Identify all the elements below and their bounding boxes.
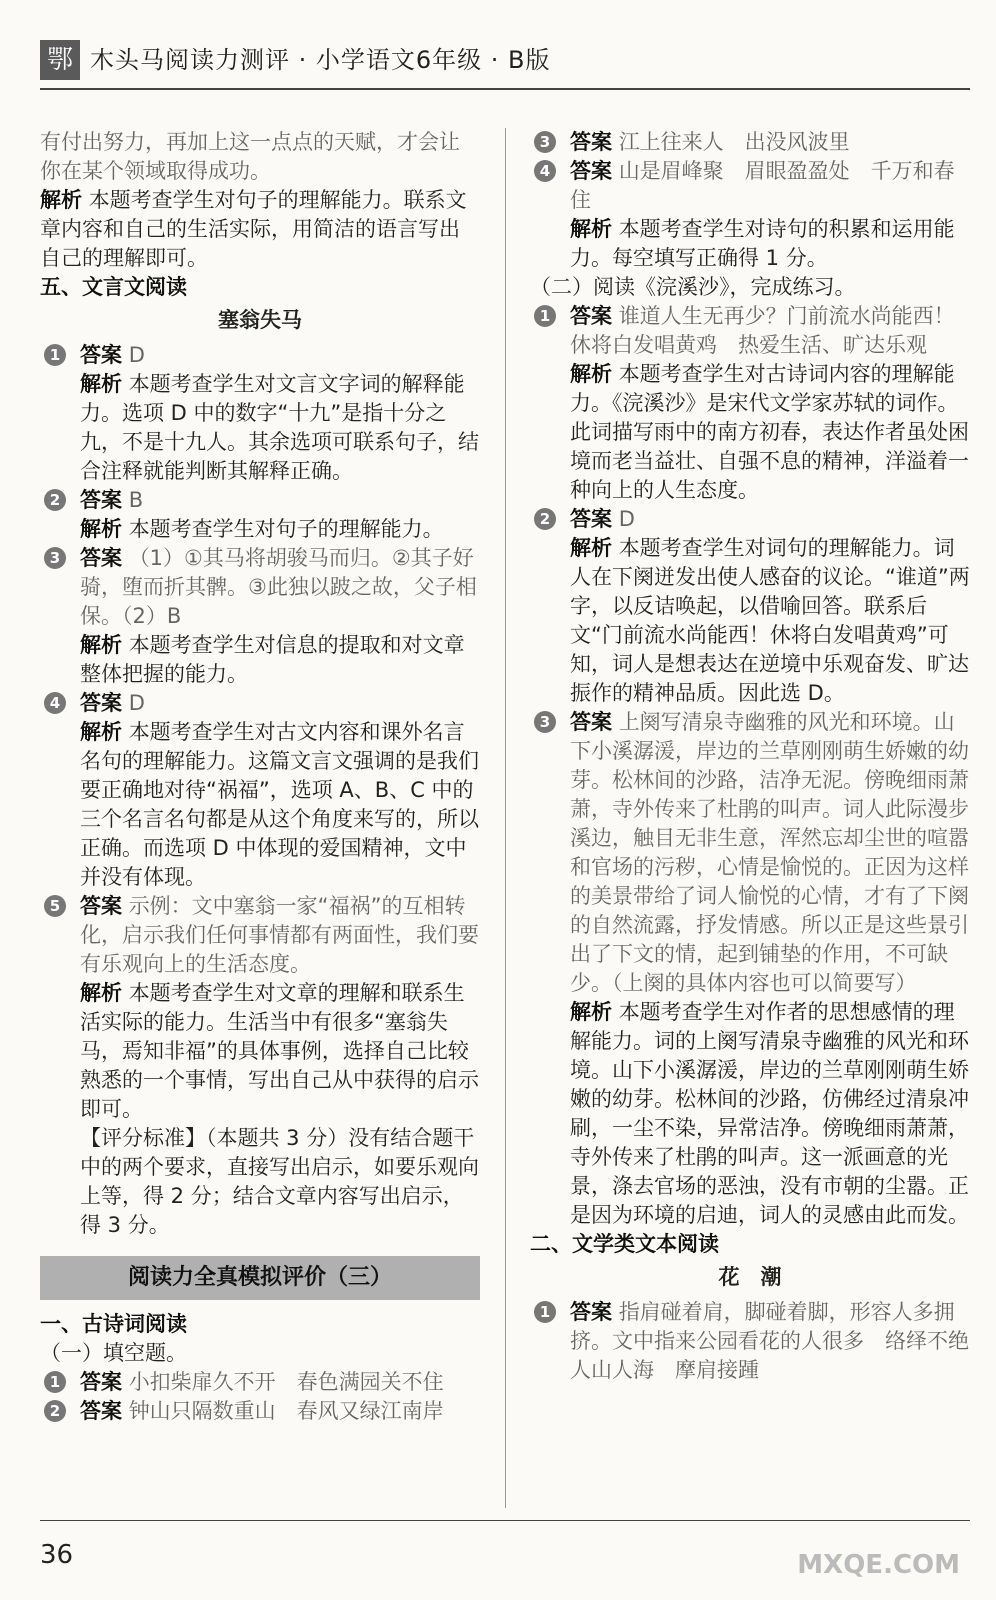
- continued-explanation: 本题考查学生对句子的理解能力。联系文章内容和自己的生活实际，用简洁的语言写出自己的理解即可。: [40, 188, 467, 270]
- question-item: [530, 708, 970, 998]
- explanation-text: 本题考查学生对诗句的积累和运用能力。每空填写正确得 1 分。: [570, 217, 955, 270]
- answer-label: 答案: [80, 546, 122, 570]
- explanation-text: 本题考查学生对古文内容和课外名言名句的理解能力。这篇文言文强调的是我们要正确地对待“祸福”，选项 A、B、C 中的三个名言名句都是从这个角度来写的，所以正确。而选项 D 中体现的爱国精神，文中并没有体现。: [80, 720, 479, 889]
- article-title: 花 潮: [718, 1265, 782, 1289]
- question-number: 1: [534, 305, 556, 327]
- question-item: [530, 157, 970, 215]
- question-number: 1: [44, 1371, 66, 1393]
- explain-label: 解析: [40, 188, 82, 212]
- question-number: 2: [534, 508, 556, 530]
- question-item: [530, 128, 970, 157]
- explain-label: 解析: [80, 981, 122, 1005]
- answer-text: 上阕写清泉寺幽雅的风光和环境。山下小溪潺湲，岸边的兰草刚刚萌生娇嫩的幼芽。松林间的沙路，洁净无泥。傍晚细雨萧萧，寺外传来了杜鹃的叫声。词人此际漫步溪边，触目无非生意，浑然忘却尘世的喧嚣和官场的污秽，心情是愉悦的。正因为这样的美景带给了词人愉悦的心情，才有了下阕的自然流露，抒发情感。所以正是这些景引出了下文的情，起到铺垫的作用，不可缺少。（上阕的具体内容也可以简要写）: [570, 710, 969, 995]
- section-banner: 阅读力全真模拟评价（三）: [40, 1256, 480, 1300]
- article-title: 塞翁失马: [218, 308, 302, 332]
- answer-label: 答案: [80, 894, 122, 918]
- explain-label: 解析: [80, 720, 122, 744]
- answer-text: 示例：文中塞翁一家“福祸”的互相转化，启示我们任何事情都有两面性，我们要有乐观向上的生活态度。: [80, 894, 479, 976]
- question-item: [40, 1368, 480, 1397]
- header-rule: [40, 88, 970, 90]
- explain-label: 解析: [570, 536, 612, 560]
- question-number: 4: [44, 692, 66, 714]
- page-number: 36: [40, 1540, 74, 1570]
- explain-label: 解析: [570, 1000, 612, 1024]
- section-heading: 一、古诗词阅读: [40, 1312, 187, 1336]
- question-number: 5: [44, 895, 66, 917]
- explain-label: 解析: [80, 517, 122, 541]
- answer-text: D: [618, 507, 635, 531]
- publisher-logo: 鄂: [40, 40, 80, 80]
- question-number: 1: [534, 1301, 556, 1323]
- footer-rule: [40, 1520, 970, 1521]
- header-title: 木头马阅读力测评 · 小学语文6年级 · B版: [90, 46, 551, 74]
- question-number: 2: [44, 489, 66, 511]
- explanation-text: 本题考查学生对文章的理解和联系生活实际的能力。生活当中有很多“塞翁失马，焉知非福”的具体事例，选择自己比较熟悉的一个事情，写出自己从中获得的启示即可。: [80, 981, 479, 1121]
- answer-text: （1）①其马将胡骏马而归。②其子好骑，堕而折其髀。③此独以跛之故，父子相保。（2）B: [80, 546, 477, 628]
- scoring-standard: 【评分标准】（本题共 3 分）没有结合题干中的两个要求，直接写出启示，如要乐观向上等，得 2 分；结合文章内容写出启示，得 3 分。: [80, 1126, 479, 1237]
- section-heading: 五、文言文阅读: [40, 275, 187, 299]
- column-divider: [505, 128, 506, 1508]
- question-number: 3: [44, 547, 66, 569]
- answer-label: 答案: [80, 1370, 122, 1394]
- answer-text: 谁道人生无再少？门前流水尚能西！休将白发唱黄鸡 热爱生活、旷达乐观: [570, 304, 955, 357]
- left-column: [40, 128, 480, 1426]
- question-item: [530, 1298, 990, 1385]
- question-item: [40, 689, 480, 718]
- explanation-text: 本题考查学生对古诗词内容的理解能力。《浣溪沙》是宋代文学家苏轼的词作。此词描写雨中的南方初春，表达作者虽处困境而老当益壮、自强不息的精神，洋溢着一种向上的人生态度。: [570, 362, 969, 502]
- question-number: 1: [44, 344, 66, 366]
- answer-text: 指肩碰着肩，脚碰着脚，形容人多拥挤。文中指来公园看花的人很多 络绎不绝 人山人海 摩肩接踵: [570, 1300, 990, 1382]
- continued-answer: 有付出努力，再加上这一点点的天赋，才会让你在某个领域取得成功。: [40, 130, 460, 183]
- question-item: [40, 341, 480, 370]
- explain-label: 解析: [570, 217, 612, 241]
- answer-label: 答案: [570, 304, 612, 328]
- right-column: [530, 128, 990, 1385]
- question-number: 3: [534, 711, 556, 733]
- explain-label: 解析: [80, 372, 122, 396]
- question-item: [40, 544, 480, 631]
- answer-label: 答案: [80, 1399, 122, 1423]
- answer-text: 钟山只隔数重山 春风又绿江南岸: [128, 1399, 444, 1423]
- question-number: 2: [44, 1400, 66, 1422]
- answer-label: 答案: [80, 488, 122, 512]
- answer-text: D: [128, 691, 145, 715]
- answer-text: B: [128, 488, 144, 512]
- subsection-heading: （二）阅读《浣溪沙》，完成练习。: [530, 275, 856, 299]
- answer-text: 小扣柴扉久不开 春色满园关不住: [128, 1370, 444, 1394]
- explanation-text: 本题考查学生对作者的思想感情的理解能力。词的上阕写清泉寺幽雅的风光和环境。山下小溪潺湲，岸边的兰草刚刚萌生娇嫩的幼芽。松林间的沙路，仿佛经过清泉冲刷，一尘不染，异常洁净。傍晚细雨萧萧，寺外传来了杜鹃的叫声。这一派画意的光景，涤去官场的恶浊，没有市朝的尘嚣。正是因为环境的启迪，词人的灵感由此而发。: [570, 1000, 969, 1227]
- answer-label: 答案: [570, 130, 612, 154]
- answer-label: 答案: [570, 507, 612, 531]
- explain-label: 解析: [570, 362, 612, 386]
- answer-text: 江上往来人 出没风波里: [618, 130, 850, 154]
- answer-label: 答案: [570, 159, 612, 183]
- explanation-text: 本题考查学生对词句的理解能力。词人在下阕迸发出使人感奋的议论。“谁道”两字，以反诘唤起，以借喻回答。联系后文“门前流水尚能西！休将白发唱黄鸡”可知，词人是想表达在逆境中乐观奋发、旷达振作的精神品质。因此选 D。: [570, 536, 970, 705]
- answer-text: D: [128, 343, 145, 367]
- explanation-text: 本题考查学生对文言文字词的解释能力。选项 D 中的数字“十九”是指十分之九，不是十九人。其余选项可联系句子，结合注释就能判断其解释正确。: [80, 372, 479, 483]
- explain-label: 解析: [80, 633, 122, 657]
- question-item: [530, 505, 970, 534]
- answer-label: 答案: [570, 1300, 612, 1324]
- explanation-text: 本题考查学生对句子的理解能力。: [128, 517, 444, 541]
- answer-label: 答案: [80, 343, 122, 367]
- subsection-heading: （一）填空题。: [40, 1341, 187, 1365]
- answer-text: 山是眉峰聚 眉眼盈盈处 千万和春住: [570, 159, 955, 212]
- question-number: 4: [534, 160, 556, 182]
- watermark: MXQE.COM: [797, 1550, 960, 1580]
- page-header: [40, 40, 970, 118]
- section-heading: 二、文学类文本阅读: [530, 1232, 719, 1256]
- question-item: [40, 892, 480, 979]
- question-number: 3: [534, 131, 556, 153]
- question-item: [40, 486, 480, 515]
- explanation-text: 本题考查学生对信息的提取和对文章整体把握的能力。: [80, 633, 465, 686]
- question-item: [40, 1397, 480, 1426]
- question-item: [530, 302, 970, 360]
- answer-label: 答案: [80, 691, 122, 715]
- answer-label: 答案: [570, 710, 612, 734]
